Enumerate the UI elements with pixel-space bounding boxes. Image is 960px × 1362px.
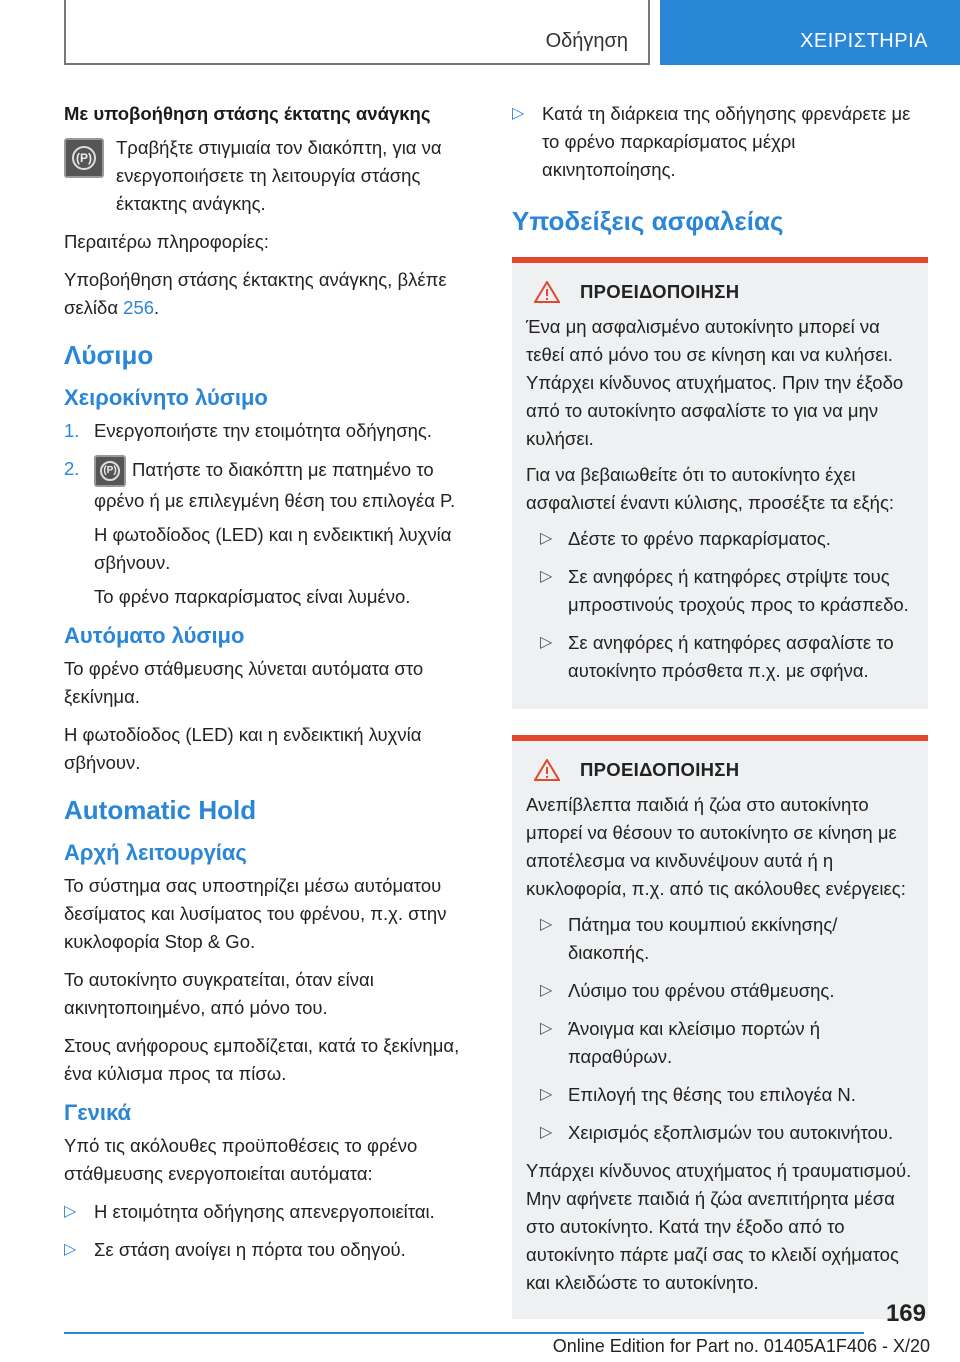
triangle-bullet-icon: ▷ [540,1124,553,1141]
triangle-bullet-icon: ▷ [540,568,553,585]
list-item: ▷ Σε στάση ανοίγει η πόρτα του οδηγού. [64,1236,482,1264]
safety-title: Υποδείξεις ασφαλείας [512,206,784,236]
warning-triangle-icon [534,759,560,781]
list-item: ▷ Σε ανηφόρες ή κατηφόρες στρίψτε τους μπροστινούς τροχούς προς το κράσπεδο. [526,563,914,619]
auto-release-p1: Το φρένο στάθμευσης λύνεται αυτόματα στο ξεκίνημα. [64,658,424,707]
auto-release-p2: Η φωτοδίοδος (LED) και η ενδεικτική λυχνία σβήνουν. [64,724,422,773]
chapter-title: ΧΕΙΡΙΣΤΗΡΙΑ [800,30,928,52]
footer-divider [64,1332,864,1334]
manual-step-2-note-2: Το φρένο παρκαρίσματος είναι λυμένο. [94,586,411,607]
footer-edition: Online Edition for Part no. 01405A1F406 - X/20 [552,1336,930,1356]
triangle-bullet-icon: ▷ [540,982,553,999]
manual-step-2: 2. (P) Πατήστε το διακόπτη με πατημένο το φρένο ή με επιλεγμένη θέση του επιλογέα P. Η φωτοδίοδος (LED) και η ενδεικτική λυχνία σβήνουν. Το φρένο παρκαρίσματος είναι λυμένο. [64,455,482,611]
principle-p3: Στους ανήφορους εμποδίζεται, κατά το ξεκίνημα, ένα κύλισμα προς τα πίσω. [64,1035,460,1084]
triangle-bullet-icon: ▷ [540,1086,553,1103]
principle-p1: Το σύστημα σας υποστηρίζει μέσω αυτόματου δεσίματος και λυσίματος του φρένου, π.χ. στην κυκλοφορία Stop & Go. [64,875,447,952]
emergency-instruction [64,134,482,218]
list-item: ▷ Άνοιγμα και κλείσιμο πορτών ή παραθύρων. [526,1015,914,1071]
triangle-bullet-icon: ▷ [540,530,553,547]
auto-release-title: Αυτόματο λύσιμο [64,623,245,648]
page-link-256[interactable]: 256 [123,297,155,318]
warning-header [526,281,914,303]
page-number: 169 [885,1300,926,1327]
triangle-bullet-icon: ▷ [64,1203,77,1220]
right-column [512,100,928,1345]
warning-box-2 [512,735,928,1319]
list-item: ▷ Δέστε το φρένο παρκαρίσματος. [526,525,914,553]
list-item: ▷ Κατά τη διάρκεια της οδήγησης φρενάρετε με το φρένο παρκαρίσματος μέχρι ακινητοποίησης. [512,100,928,184]
release-title: Λύσιμο [64,340,154,370]
emergency-text: Τραβήξτε στιγμιαία τον διακόπτη, για να ενεργοποιήσετε τη λειτουργία στάσης έκτακτης ανάγκης. [116,137,442,214]
automatic-hold-title: Automatic Hold [64,795,257,825]
general-p1: Υπό τις ακόλουθες προϋποθέσεις το φρένο στάθμευσης ενεργοποιείται αυτόματα: [64,1135,418,1184]
manual-step-1: 1. Ενεργοποιήστε την ετοιμότητα οδήγησης. [64,420,432,441]
warning-2-p2: Υπάρχει κίνδυνος ατυχήματος ή τραυματισμού. Μην αφήνετε παιδιά ή ζώα ανεπιτήρητα μέσα στο αυτοκίνητο. Κατά την έξοδο από το αυτοκίνητο πάρτε μαζί σας το κλειδί οχήματος και κλειδώστε το αυτοκίνητο. [526,1160,912,1293]
emergency-heading: Με υποβοήθηση στάσης έκτατης ανάγκης [64,103,431,124]
header-chapter-tab [660,0,960,65]
left-column [64,100,482,1274]
warning-1-p1: Ένα μη ασφαλισμένο αυτοκίνητο μπορεί να τεθεί από μόνο του σε κίνηση και να κυλήσει. Υπάρχει κίνδυνος ατυχήματος. Πριν την έξοδο από το αυτοκίνητο ασφαλίστε το για να μην κυλήσει. [526,316,904,449]
list-item: ▷ Επιλογή της θέσης του επιλογέα N. [526,1081,914,1109]
header-section-tab [64,0,650,65]
section-title: Οδήγηση [545,30,628,52]
warning-1-p2: Για να βεβαιωθείτε ότι το αυτοκίνητο έχει ασφαλιστεί έναντι κύλισης, προσέξτε τα εξής: [526,464,894,513]
triangle-bullet-icon: ▷ [512,105,525,122]
list-item: ▷ Λύσιμο του φρένου στάθμευσης. [526,977,914,1005]
general-title: Γενικά [64,1100,132,1125]
triangle-bullet-icon: ▷ [64,1241,77,1258]
triangle-bullet-icon: ▷ [540,1020,553,1037]
manual-step-2-note-1: Η φωτοδίοδος (LED) και η ενδεικτική λυχνία σβήνουν. [94,524,452,573]
warning-label: ΠΡΟΕΙΔΟΠΟΙΗΣΗ [580,759,740,780]
triangle-bullet-icon: ▷ [540,634,553,651]
warning-2-p1: Ανεπίβλεπτα παιδιά ή ζώα στο αυτοκίνητο μπορεί να θέσουν το αυτοκίνητο σε κίνηση με αποτέλεσμα να κινδυνέψουν αυτά ή η κυκλοφορία, π.χ. από τις ακόλουθες ενέργειες: [526,794,906,899]
list-item: ▷ Η ετοιμότητα οδήγησης απενεργοποιείται. [64,1198,482,1226]
principle-p2: Το αυτοκίνητο συγκρατείται, όταν είναι ακινητοποιημένο, από μόνο του. [64,969,374,1018]
parking-brake-icon: (P) [94,455,126,487]
warning-box-1 [512,257,928,709]
list-item: ▷ Πάτημα του κουμπιού εκκίνησης/διακοπής. [526,911,914,967]
list-item: ▷ Χειρισμός εξοπλισμών του αυτοκινήτου. [526,1119,914,1147]
principle-title: Αρχή λειτουργίας [64,840,247,865]
parking-brake-icon: (P) [64,138,104,178]
warning-triangle-icon [534,281,560,303]
warning-header [526,759,914,781]
warning-label: ΠΡΟΕΙΔΟΠΟΙΗΣΗ [580,281,740,302]
more-info-label: Περαιτέρω πληροφορίες: [64,231,269,252]
triangle-bullet-icon: ▷ [540,916,553,933]
list-item: ▷ Σε ανηφόρες ή κατηφόρες ασφαλίστε το αυτοκίνητο πρόσθετα π.χ. με σφήνα. [526,629,914,685]
manual-release-title: Χειροκίνητο λύσιμο [64,385,268,410]
more-info-ref: Υποβοήθηση στάσης έκτακτης ανάγκης, βλέπε σελίδα 256. [64,269,447,318]
